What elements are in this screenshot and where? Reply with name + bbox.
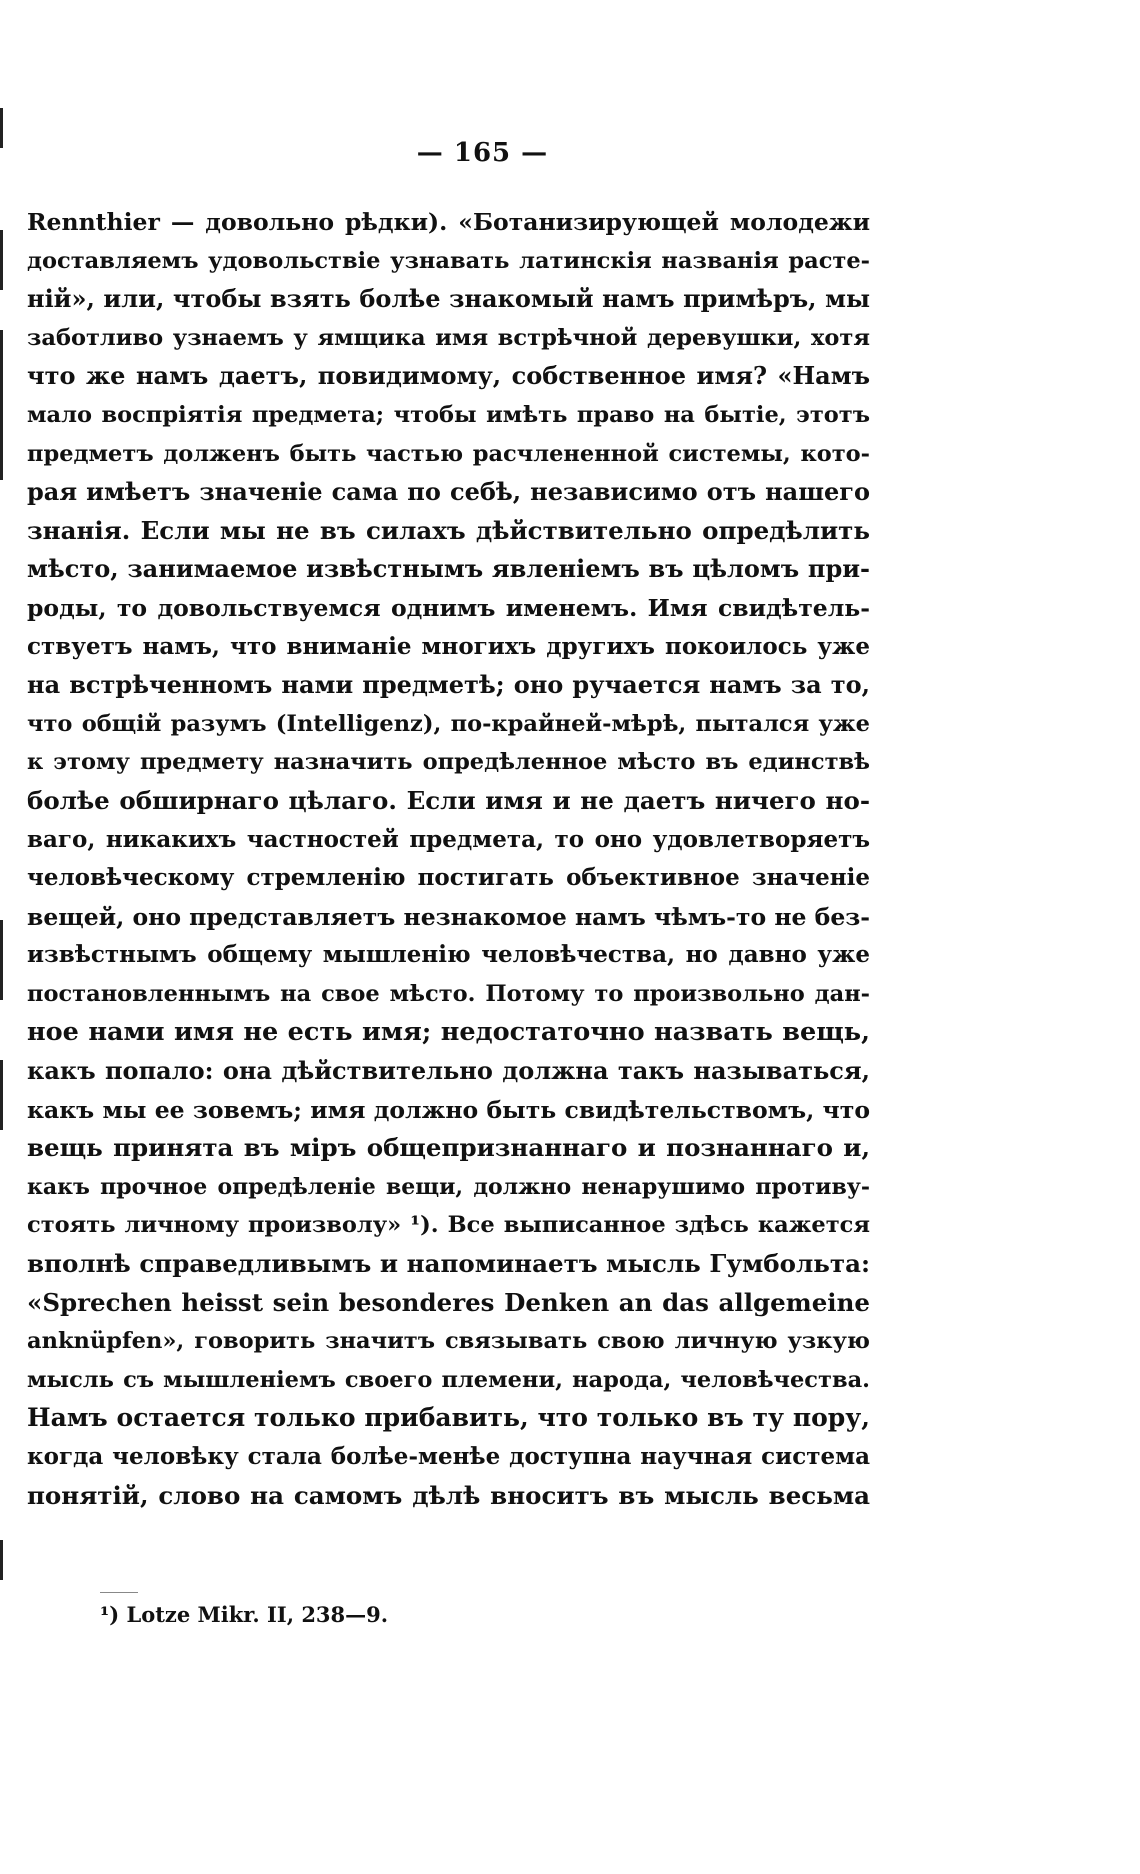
text-line: вполнѣ справедливымъ и напоминаетъ мысль Гумбольта:	[27, 1249, 870, 1279]
text-line: ній», или, чтобы взять болѣе знакомый намъ примѣръ, мы	[27, 284, 870, 314]
text-line: к этому предмету назначить опредѣленное мѣсто въ единствѣ	[27, 749, 870, 776]
text-line: знанія. Если мы не въ силахъ дѣйствительно опредѣлить	[27, 515, 870, 545]
text-line: «Sprechen heisst sein besonderes Denken an das allgemeine	[27, 1287, 870, 1317]
text-line: заботливо узнаемъ у ямщика имя встрѣчной деревушки, хотя	[27, 324, 870, 351]
text-line: Rennthier — довольно рѣдки). «Ботанизирующей молодежи	[27, 208, 870, 236]
text-line: anknüpfen», говорить значитъ связывать свою личную узкую	[27, 1328, 870, 1355]
text-line: мѣсто, занимаемое извѣстнымъ явленіемъ въ цѣломъ при-	[27, 554, 870, 584]
text-line: вещей, оно представляетъ незнакомое намъ чѣмъ-то не без-	[27, 902, 870, 931]
text-line: что же намъ даетъ, повидимому, собственное имя? «Намъ	[27, 361, 870, 391]
text-line: рая имѣетъ значеніе сама по себѣ, независимо отъ нашего	[27, 477, 870, 507]
margin-scan-mark	[0, 230, 3, 290]
text-line: какъ попало: она дѣйствительно должна такъ называться,	[27, 1056, 870, 1086]
text-line: вещь принята въ міръ общепризнаннаго и познаннаго и,	[27, 1133, 870, 1163]
margin-scan-mark	[0, 920, 3, 1000]
text-line: постановленнымъ на свое мѣсто. Потому то произвольно дан-	[27, 980, 870, 1007]
text-line: какъ мы ее зовемъ; имя должно быть свидѣтельствомъ, что	[27, 1095, 870, 1124]
text-line: что общій разумъ (Intelligenz), по-крайней-мѣрѣ, пытался уже	[27, 710, 870, 737]
text-line: мысль съ мышленіемъ своего племени, народа, человѣчества.	[27, 1366, 870, 1393]
text-line: Намъ остается только прибавить, что только въ ту пору,	[27, 1403, 870, 1433]
text-line: когда человѣку стала болѣе-менѣе доступна научная система	[27, 1443, 870, 1470]
page-number: — 165 —	[416, 138, 549, 168]
body-text	[27, 203, 870, 1515]
text-line: стоять личному произволу» ¹). Все выписанное здѣсь кажется	[27, 1212, 870, 1239]
text-line: мало воспріятія предмета; чтобы имѣть право на бытіе, этотъ	[27, 401, 870, 428]
text-line: человѣческому стремленію постигать объективное значеніе	[27, 864, 870, 892]
text-line: ствуетъ намъ, что вниманіе многихъ другихъ покоилось уже	[27, 632, 870, 660]
footnote-rule	[100, 1592, 138, 1593]
text-line: какъ прочное опредѣленіе вещи, должно ненарушимо противу-	[27, 1173, 870, 1200]
text-line: предметъ долженъ быть частью расчлененной системы, кото-	[27, 440, 870, 467]
margin-scan-mark	[0, 330, 3, 480]
text-line: ное нами имя не есть имя; недостаточно назвать вещь,	[27, 1017, 870, 1048]
margin-scan-mark	[0, 1540, 3, 1580]
text-line: понятій, слово на самомъ дѣлѣ вноситъ въ мысль весьма	[27, 1480, 870, 1510]
text-line: ваго, никакихъ частностей предмета, то оно удовлетворяетъ	[27, 825, 870, 853]
text-line: роды, то довольствуемся однимъ именемъ. Имя свидѣтель-	[27, 593, 870, 622]
text-line: извѣстнымъ общему мышленію человѣчества, но давно уже	[27, 941, 870, 969]
text-line: доставляемъ удовольствіе узнавать латинскія названія расте-	[27, 247, 870, 274]
text-line: болѣе обширнаго цѣлаго. Если имя и не даетъ ничего но-	[27, 785, 870, 815]
margin-scan-mark	[0, 1060, 3, 1130]
footnote: ¹) Lotze Mikr. II, 238—9.	[100, 1602, 389, 1627]
text-line: на встрѣченномъ нами предметѣ; оно ручается намъ за то,	[27, 670, 870, 700]
